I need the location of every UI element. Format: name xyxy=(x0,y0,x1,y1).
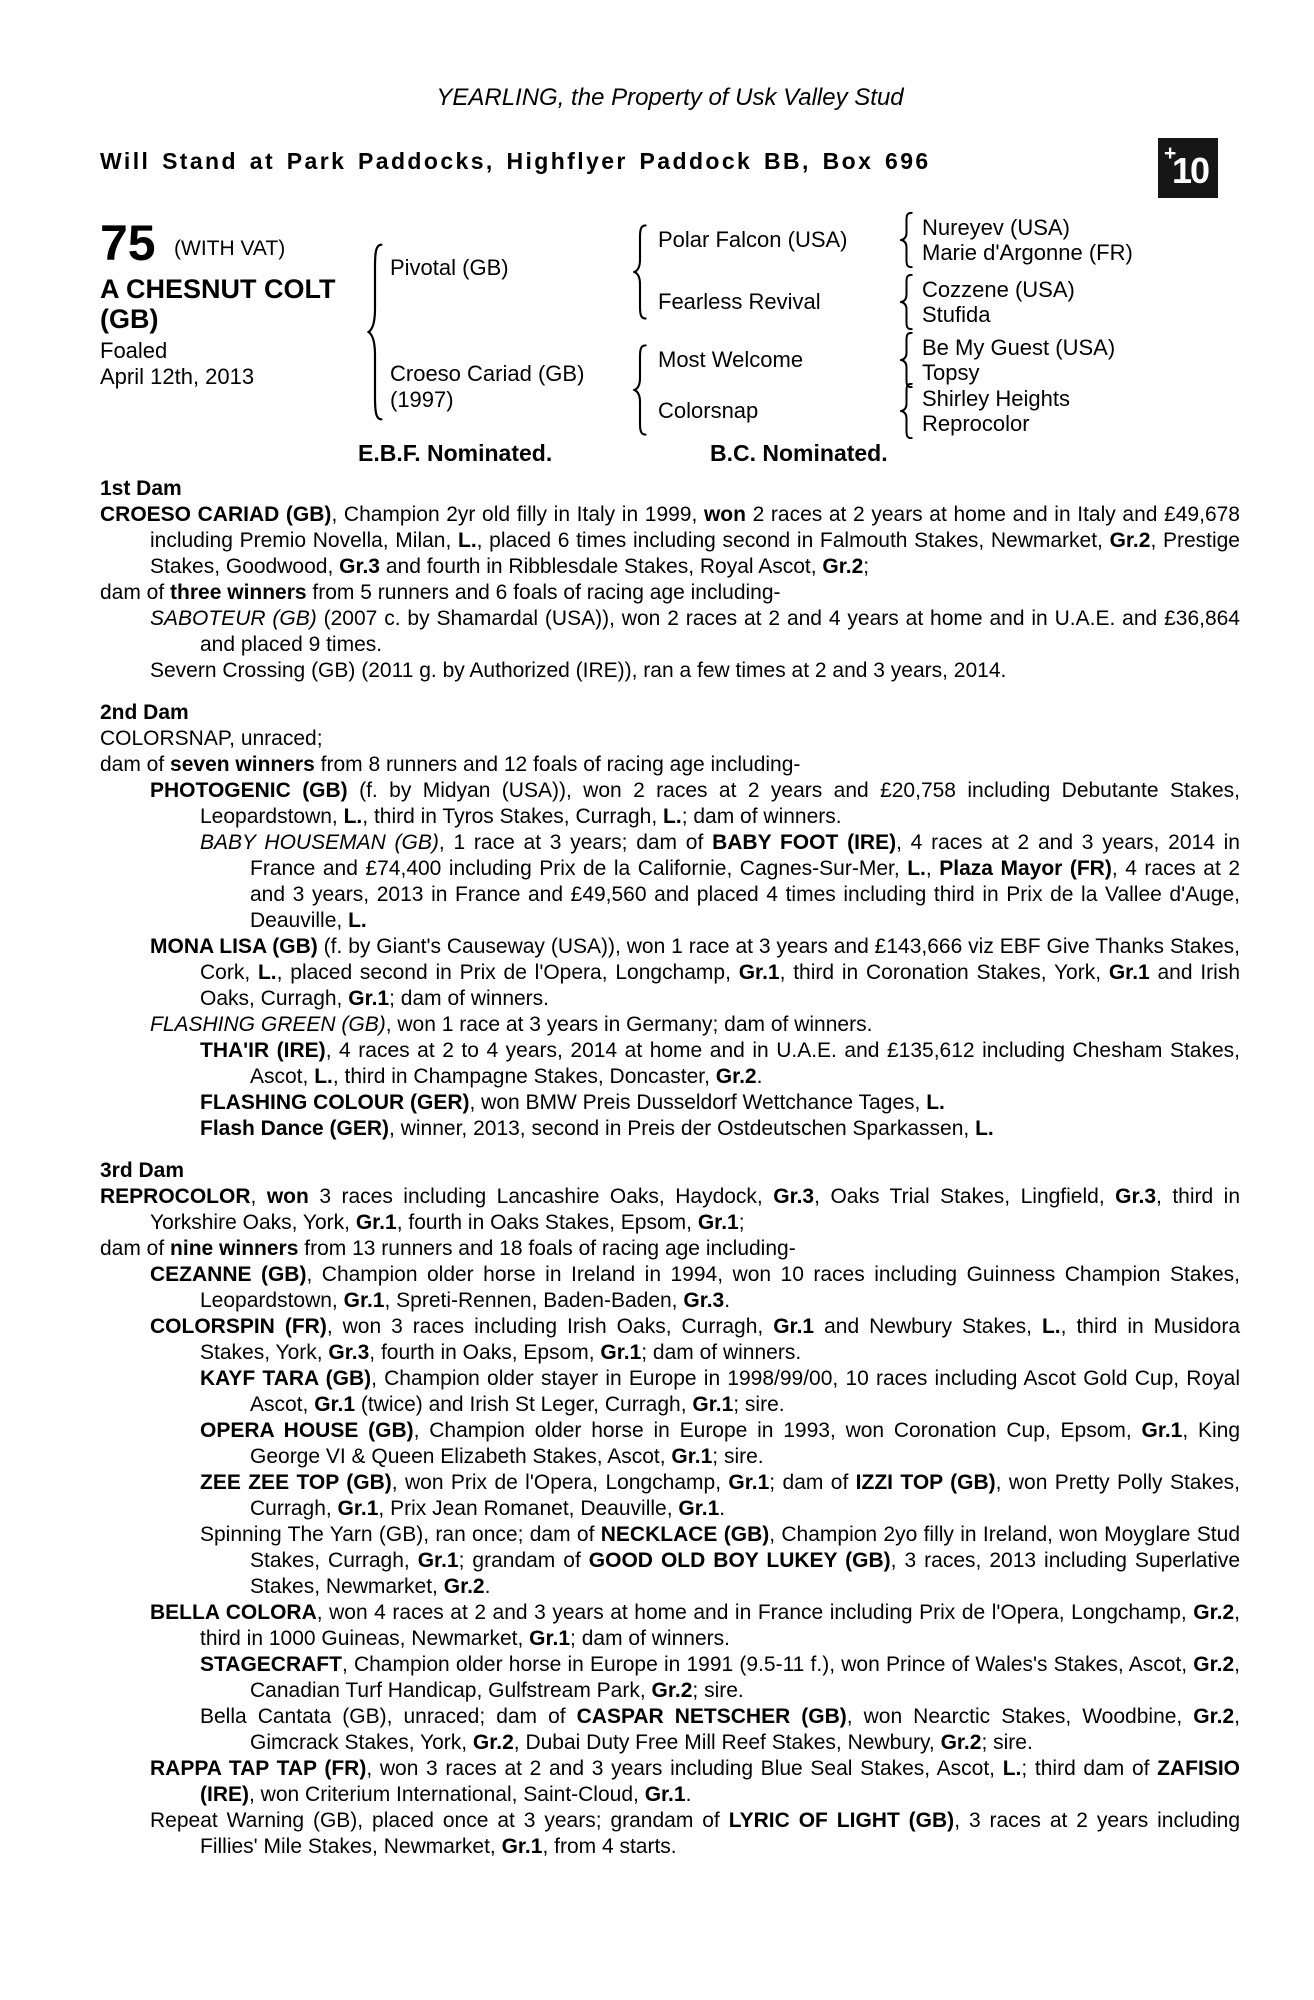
catalogue-paragraph: Bella Cantata (GB), unraced; dam of CASPAR NETSCHER (GB), won Nearctic Stakes, Woodbine, Gr.2, Gimcrack Stakes, York, Gr.2, Dubai Duty Free Mill Reef Stakes, Newbury, Gr.2; sire. xyxy=(200,1705,1240,1754)
catalogue-paragraph: STAGECRAFT, Champion older horse in Europe in 1991 (9.5-11 f.), won Prince of Wales's Stakes, Ascot, Gr.2, Canadian Turf Handicap, Gulfstream Park, Gr.2; sire. xyxy=(200,1653,1240,1702)
brace-icon xyxy=(900,332,913,388)
catalogue-paragraph: BELLA COLORA, won 4 races at 2 and 3 years at home and in France including Prix de l'Opera, Longchamp, Gr.2, third in 1000 Guineas, Newmarket, Gr.1; dam of winners. xyxy=(150,1601,1240,1650)
foaled-label: Foaled xyxy=(100,338,168,363)
pedigree-gen3-name: Cozzene (USA) xyxy=(922,277,1075,302)
pedigree-gen3-name: Nureyev (USA) xyxy=(922,215,1070,240)
lot-description-line2: (GB) xyxy=(100,304,159,334)
section-heading: 1st Dam xyxy=(100,477,182,500)
bc-nominated-label: B.C. Nominated. xyxy=(710,440,888,466)
plus10-badge-number: 10 xyxy=(1172,150,1209,191)
catalogue-paragraph: RAPPA TAP TAP (FR), won 3 races at 2 and 3 years including Blue Seal Stakes, Ascot, L.; third dam of ZAFISIO (IRE), won Criterium International, Saint-Cloud, Gr.1. xyxy=(150,1757,1240,1806)
pedigree-dam: Croeso Cariad (GB) xyxy=(390,361,585,386)
section-heading: 3rd Dam xyxy=(100,1159,185,1182)
catalogue-paragraph: OPERA HOUSE (GB), Champion older horse in Europe in 1993, won Coronation Cup, Epsom, Gr.1, King George VI & Queen Elizabeth Stakes, Ascot, Gr.1; sire. xyxy=(200,1419,1241,1468)
pedigree-gen3-name: Reprocolor xyxy=(922,411,1030,436)
catalogue-paragraph: Repeat Warning (GB), placed once at 3 years; grandam of LYRIC OF LIGHT (GB), 3 races at 2 years including Fillies' Mile Stakes, Newmarket, Gr.1, from 4 starts. xyxy=(150,1809,1241,1858)
catalogue-paragraph: COLORSPIN (FR), won 3 races including Irish Oaks, Curragh, Gr.1 and Newbury Stakes, L., third in Musidora Stakes, York, Gr.3, fourth in Oaks, Epsom, Gr.1; dam of winners. xyxy=(150,1315,1241,1364)
brace-icon xyxy=(367,242,383,422)
brace-icon xyxy=(900,383,913,439)
brace-icon xyxy=(900,274,913,330)
pedigree-gen3-name: Be My Guest (USA) xyxy=(922,335,1116,360)
plus10-badge xyxy=(1158,138,1218,198)
brace-icon xyxy=(900,212,913,268)
catalogue-paragraph: SABOTEUR (GB) (2007 c. by Shamardal (USA)), won 2 races at 2 and 4 years at home and in U.A.E. and £36,864 and placed 9 times. xyxy=(150,607,1240,656)
pedigree-gen3-name: Shirley Heights xyxy=(922,386,1070,411)
catalogue-paragraph: Spinning The Yarn (GB), ran once; dam of NECKLACE (GB), Champion 2yo filly in Ireland, won Moyglare Stud Stakes, Curragh, Gr.1; grandam of GOOD OLD BOY LUKEY (GB), 3 races, 2013 including Superlative Stakes, Newmarket, Gr.2. xyxy=(200,1523,1240,1598)
catalogue-body xyxy=(100,476,1240,1860)
catalogue-paragraph: REPROCOLOR, won 3 races including Lancashire Oaks, Haydock, Gr.3, Oaks Trial Stakes, Lingfield, Gr.3, third in Yorkshire Oaks, York, Gr.1, fourth in Oaks Stakes, Epsom, Gr.1; xyxy=(100,1185,1241,1234)
pedigree-gen2-dam-sire: Most Welcome xyxy=(658,347,804,372)
catalogue-paragraph: Flash Dance (GER), winner, 2013, second in Preis der Ostdeutschen Sparkassen, L. xyxy=(200,1117,994,1140)
catalogue-paragraph: FLASHING GREEN (GB), won 1 race at 3 years in Germany; dam of winners. xyxy=(150,1013,873,1036)
stand-location-line: Will Stand at Park Paddocks, Highflyer Paddock BB, Box 696 xyxy=(100,148,931,174)
catalogue-paragraph: dam of nine winners from 13 runners and 18 foals of racing age including- xyxy=(100,1237,796,1260)
catalogue-paragraph: dam of three winners from 5 runners and 6 foals of racing age including- xyxy=(100,581,781,604)
vat-note: (WITH VAT) xyxy=(174,237,286,260)
brace-icon xyxy=(633,224,647,320)
catalogue-paragraph: FLASHING COLOUR (GER), won BMW Preis Dusseldorf Wettchance Tages, L. xyxy=(200,1091,945,1114)
pedigree-dam-year: (1997) xyxy=(390,387,454,412)
plus10-badge-plus: + xyxy=(1164,142,1177,165)
catalogue-paragraph: MONA LISA (GB) (f. by Giant's Causeway (USA)), won 1 race at 3 years and £143,666 viz EBF Give Thanks Stakes, Cork, L., placed second in Prix de l'Opera, Longchamp, Gr.1, third in Coronation Stakes, York, Gr.1 and Irish Oaks, Curragh, Gr.1; dam of winners. xyxy=(150,935,1241,1010)
pedigree-gen2-sire-sire: Polar Falcon (USA) xyxy=(658,227,848,252)
lot-number: 75 xyxy=(100,215,156,271)
section-heading: 2nd Dam xyxy=(100,701,189,724)
pedigree-sire: Pivotal (GB) xyxy=(390,255,509,280)
catalogue-paragraph: ZEE ZEE TOP (GB), won Prix de l'Opera, Longchamp, Gr.1; dam of IZZI TOP (GB), won Pretty Polly Stakes, Curragh, Gr.1, Prix Jean Romanet, Deauville, Gr.1. xyxy=(200,1471,1240,1520)
ebf-nominated-label: E.B.F. Nominated. xyxy=(358,440,553,466)
lot-description-line1: A CHESNUT COLT xyxy=(100,274,336,304)
brace-icon xyxy=(633,344,647,436)
catalogue-paragraph: BABY HOUSEMAN (GB), 1 race at 3 years; dam of BABY FOOT (IRE), 4 races at 2 and 3 years, 2014 in France and £74,400 including Prix de la Californie, Cagnes-Sur-Mer, L., Plaza Mayor (FR), 4 races at 2 and 3 years, 2013 in France and £49,560 and placed 4 times including third in Prix de la Vallee d'Auge, Deauville, L. xyxy=(200,831,1240,932)
catalogue-paragraph: dam of seven winners from 8 runners and 12 foals of racing age including- xyxy=(100,753,801,776)
catalogue-paragraph: PHOTOGENIC (GB) (f. by Midyan (USA)), won 2 races at 2 years and £20,758 including Debutante Stakes, Leopardstown, L., third in Tyros Stakes, Curragh, L.; dam of winners. xyxy=(150,779,1240,828)
catalogue-paragraph: CEZANNE (GB), Champion older horse in Ireland in 1994, won 10 races including Guinness Champion Stakes, Leopardstown, Gr.1, Spreti-Rennen, Baden-Baden, Gr.3. xyxy=(150,1263,1240,1312)
page-title: YEARLING, the Property of Usk Valley Stud xyxy=(436,84,904,111)
pedigree-gen3-name: Marie d'Argonne (FR) xyxy=(922,240,1133,265)
pedigree-gen2-dam-dam: Colorsnap xyxy=(658,398,759,423)
foaled-date: April 12th, 2013 xyxy=(100,364,255,389)
catalogue-paragraph: THA'IR (IRE), 4 races at 2 to 4 years, 2014 at home and in U.A.E. and £135,612 including Chesham Stakes, Ascot, L., third in Champagne Stakes, Doncaster, Gr.2. xyxy=(200,1039,1240,1088)
catalogue-paragraph: COLORSNAP, unraced; xyxy=(100,727,323,750)
pedigree-gen3-name: Topsy xyxy=(922,360,980,385)
pedigree-gen2-sire-dam: Fearless Revival xyxy=(658,289,821,314)
pedigree-block xyxy=(100,210,1240,480)
pedigree-gen3-name: Stufida xyxy=(922,302,991,327)
catalogue-paragraph: KAYF TARA (GB), Champion older stayer in Europe in 1998/99/00, 10 races including Ascot Gold Cup, Royal Ascot, Gr.1 (twice) and Irish St Leger, Curragh, Gr.1; sire. xyxy=(200,1367,1240,1416)
catalogue-paragraph: Severn Crossing (GB) (2011 g. by Authorized (IRE)), ran a few times at 2 and 3 years, 2014. xyxy=(150,659,1007,682)
catalogue-paragraph: CROESO CARIAD (GB), Champion 2yr old filly in Italy in 1999, won 2 races at 2 years at home and in Italy and £49,678 including Premio Novella, Milan, L., placed 6 times including second in Falmouth Stakes, Newmarket, Gr.2, Prestige Stakes, Goodwood, Gr.3 and fourth in Ribblesdale Stakes, Royal Ascot, Gr.2; xyxy=(100,503,1240,578)
